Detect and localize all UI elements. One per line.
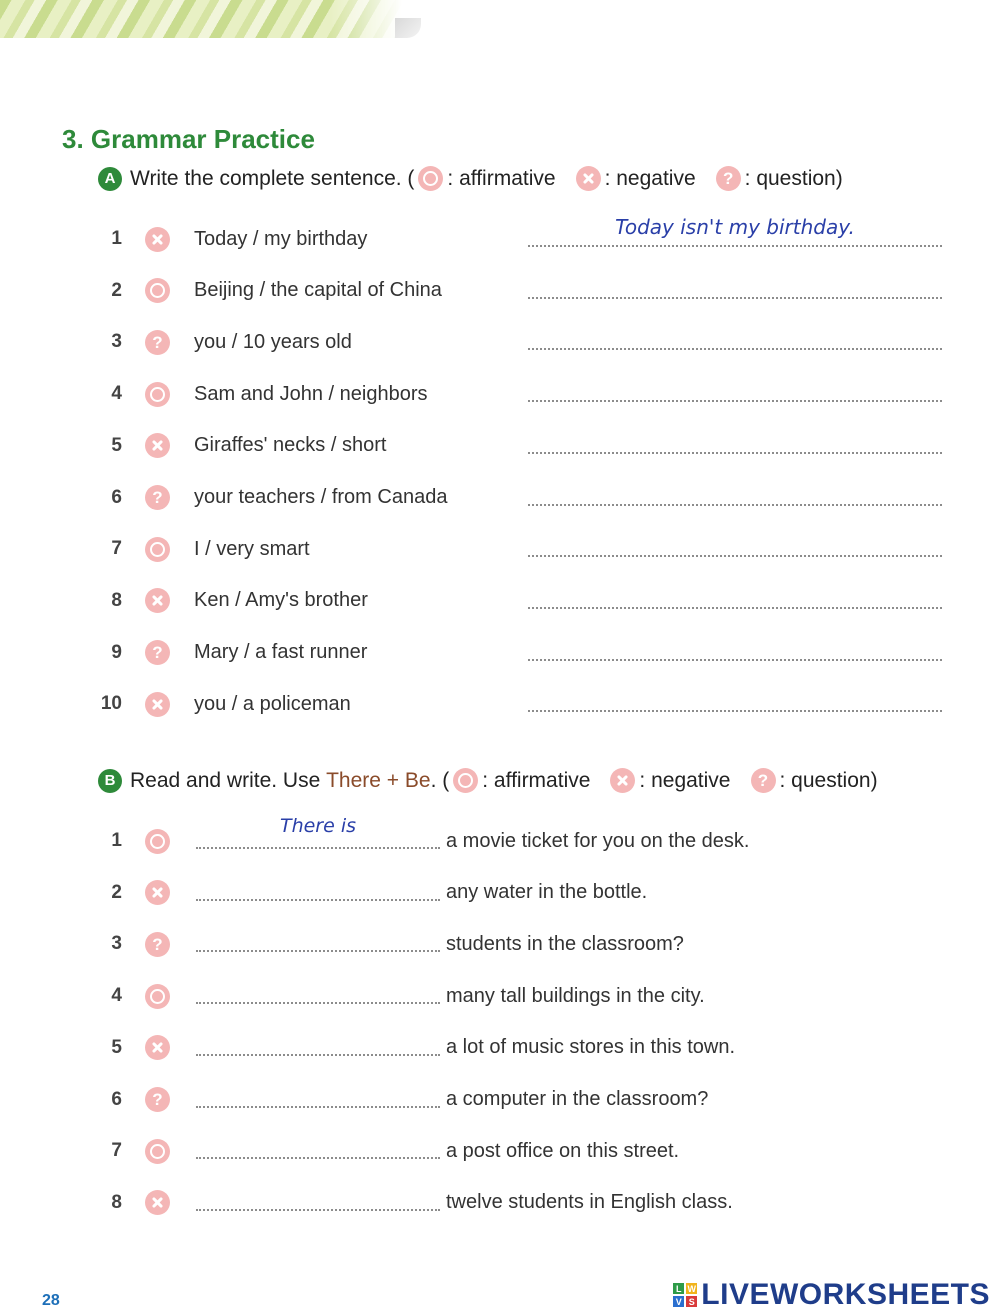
blank-input-line[interactable] <box>196 950 440 952</box>
part-a-letter-badge: A <box>98 167 122 191</box>
answer-input-line[interactable] <box>528 245 942 247</box>
affirmative-icon <box>145 537 170 562</box>
affirmative-icon <box>145 278 170 303</box>
page-number: 28 <box>42 1292 60 1309</box>
blank-input-line[interactable] <box>196 1002 440 1004</box>
part-b-instruction-text: Read and write. Use <box>130 768 321 792</box>
part-b-item <box>0 1080 1000 1120</box>
blank-input-line[interactable] <box>196 1054 440 1056</box>
part-b-instruction-highlight: There + Be <box>326 768 431 792</box>
part-b-item <box>0 1028 1000 1068</box>
answer-input-line[interactable] <box>528 555 942 557</box>
blank-input-line[interactable] <box>196 899 440 901</box>
item-number: 3 <box>111 331 122 353</box>
affirmative-icon <box>453 768 478 793</box>
question-icon <box>145 1087 170 1112</box>
blank-input-line[interactable] <box>196 1209 440 1211</box>
item-number: 4 <box>111 383 122 405</box>
item-prompt: Giraffes' necks / short <box>194 434 387 457</box>
negative-icon <box>145 588 170 613</box>
part-a-item <box>0 271 1000 311</box>
item-prompt: Beijing / the capital of China <box>194 279 442 302</box>
section-title: 3. Grammar Practice <box>62 124 315 154</box>
answer-input-line[interactable] <box>528 607 942 609</box>
item-prompt: Ken / Amy's brother <box>194 589 368 612</box>
negative-icon <box>610 768 635 793</box>
sentence-rest: many tall buildings in the city. <box>446 984 705 1007</box>
blank-input-line[interactable] <box>196 1106 440 1108</box>
sentence-rest: a computer in the classroom? <box>446 1088 709 1110</box>
part-a-item <box>0 426 1000 466</box>
part-b-instruction <box>98 768 878 793</box>
key-affirmative-label: : affirmative <box>482 768 591 792</box>
item-number: 1 <box>111 830 122 851</box>
blank-input-line[interactable] <box>196 1157 440 1159</box>
negative-icon <box>145 1035 170 1060</box>
key-affirmative-label: : affirmative <box>447 166 556 190</box>
affirmative-icon <box>145 382 170 407</box>
answer-input-line[interactable] <box>528 297 942 299</box>
part-a-instruction <box>98 166 843 191</box>
part-b-item <box>0 873 1000 913</box>
question-icon <box>145 485 170 510</box>
answer-input[interactable]: Today isn't my birthday. <box>615 215 855 239</box>
item-prompt: you / a policeman <box>194 692 351 715</box>
item-number: 8 <box>111 1191 122 1213</box>
negative-icon <box>576 166 601 191</box>
part-a-instruction-text: Write the complete sentence. ( <box>130 166 415 190</box>
item-prompt: I / very smart <box>194 537 310 560</box>
logo-mark-icon: L W V S <box>673 1283 697 1307</box>
sentence-rest: students in the classroom? <box>446 932 684 955</box>
item-number: 4 <box>111 985 122 1007</box>
item-number: 2 <box>111 881 122 903</box>
question-icon <box>716 166 741 191</box>
brand-name: LIVEWORKSHEETS <box>701 1278 990 1311</box>
part-b-item <box>0 924 1000 964</box>
answer-input-line[interactable] <box>528 452 942 454</box>
part-b-instruction-end: . ( <box>430 768 450 792</box>
part-a-item <box>0 633 1000 673</box>
item-number: 9 <box>111 641 122 663</box>
key-question-label: : question) <box>744 166 843 190</box>
negative-icon <box>145 433 170 458</box>
sentence-rest: twelve students in English class. <box>446 1191 733 1214</box>
affirmative-icon <box>145 1139 170 1164</box>
question-icon <box>751 768 776 793</box>
item-number: 5 <box>111 1036 122 1058</box>
item-number: 7 <box>111 1140 122 1162</box>
item-number: 5 <box>111 434 122 456</box>
part-b-item <box>0 1131 1000 1171</box>
part-b-item <box>0 976 1000 1016</box>
answer-input-line[interactable] <box>528 659 942 661</box>
negative-icon <box>145 880 170 905</box>
answer-input-line[interactable] <box>528 400 942 402</box>
sentence-rest: a post office on this street. <box>446 1139 680 1162</box>
sentence-rest: a movie ticket for you on the desk. <box>446 829 750 852</box>
item-prompt: your teachers / from Canada <box>194 486 448 508</box>
negative-icon <box>145 692 170 717</box>
part-a-item <box>0 684 1000 724</box>
negative-icon <box>145 1190 170 1215</box>
item-number: 2 <box>111 279 122 301</box>
item-number: 7 <box>111 538 122 560</box>
decorative-banner <box>0 0 420 38</box>
liveworksheets-logo <box>673 1278 990 1312</box>
affirmative-icon <box>418 166 443 191</box>
part-a-item <box>0 478 1000 518</box>
answer-input-line[interactable] <box>528 710 942 712</box>
item-number: 6 <box>111 486 122 508</box>
answer-input-line[interactable] <box>528 348 942 350</box>
item-number: 1 <box>111 228 122 249</box>
part-b-item <box>0 815 1000 861</box>
item-prompt: Sam and John / neighbors <box>194 382 428 405</box>
item-prompt: you / 10 years old <box>194 330 352 353</box>
part-b-item <box>0 1183 1000 1223</box>
item-prompt: Today / my birthday <box>194 227 368 250</box>
part-a-item <box>0 322 1000 362</box>
item-number: 8 <box>111 589 122 611</box>
part-a-item <box>0 529 1000 569</box>
sentence-rest: a lot of music stores in this town. <box>446 1036 736 1059</box>
part-a-item <box>0 374 1000 414</box>
affirmative-icon <box>145 829 170 854</box>
sentence-rest: any water in the bottle. <box>446 881 648 904</box>
affirmative-icon <box>145 984 170 1009</box>
question-icon <box>145 330 170 355</box>
item-number: 10 <box>100 693 122 715</box>
part-b-letter-badge: B <box>98 769 122 793</box>
key-negative-label: : negative <box>604 166 696 190</box>
item-prompt: Mary / a fast runner <box>194 641 368 664</box>
key-negative-label: : negative <box>639 768 731 792</box>
answer-input-line[interactable] <box>528 504 942 506</box>
part-a-item <box>0 581 1000 621</box>
blank-input-line[interactable] <box>196 847 440 849</box>
question-icon <box>145 640 170 665</box>
item-number: 6 <box>111 1088 122 1110</box>
item-number: 3 <box>111 933 122 955</box>
blank-input[interactable]: There is <box>279 815 357 837</box>
key-question-label: : question) <box>779 768 878 792</box>
part-a-item <box>0 215 1000 259</box>
question-icon <box>145 932 170 957</box>
negative-icon <box>145 227 170 252</box>
